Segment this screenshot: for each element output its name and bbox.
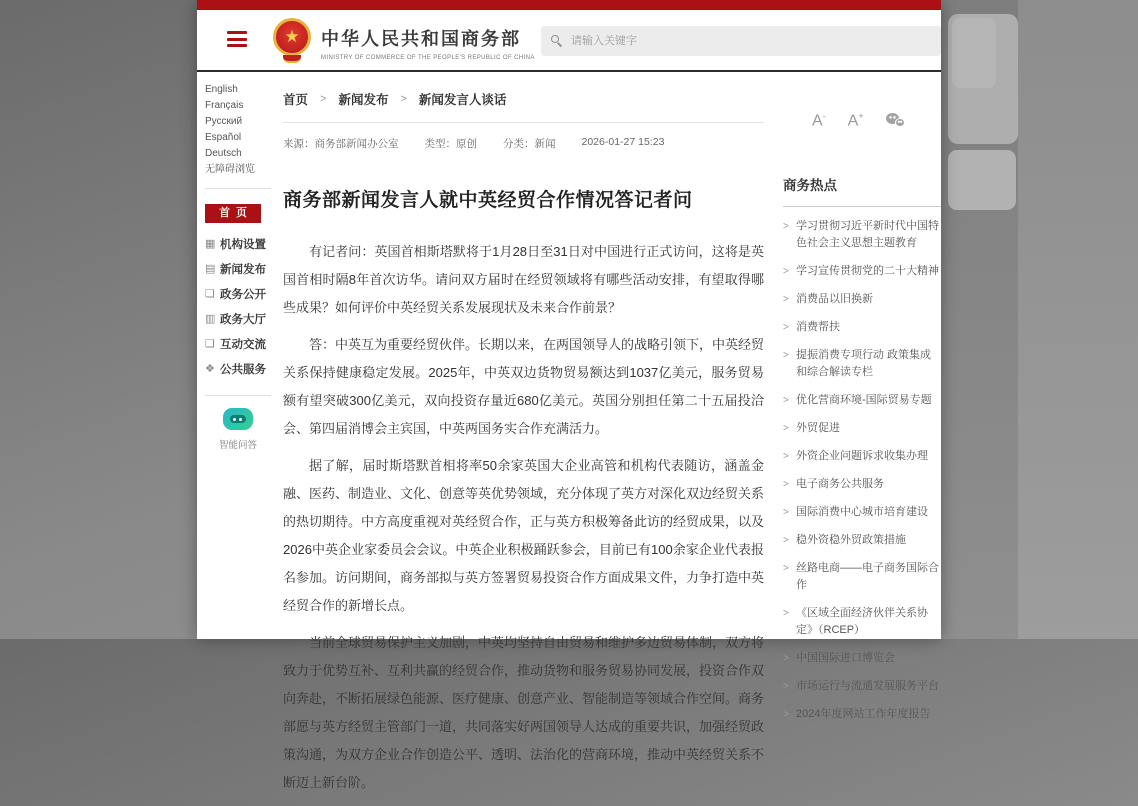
font-increase-button[interactable]: A+: [847, 111, 864, 130]
list-item[interactable]: > 国际消费中心城市培育建设: [783, 504, 941, 521]
list-item[interactable]: > 消费品以旧换新: [783, 291, 941, 308]
chevron-right-icon: >: [783, 395, 789, 406]
meta-source: 来源：商务部新闻办公室: [283, 138, 399, 150]
article-paragraph: 当前全球贸易保护主义加剧，中英均坚持自由贸易和维护多边贸易体制，双方将致力于优势互补、互利共赢的经贸合作，推动货物和服务贸易协同发展，投资合作双向奔赴，不断拓展绿色能源、医疗健康、创意产业、智能制造等领域合作空间。商务部愿与英方经贸主管部门一道，共同落实好两国领导人达成的重要共识，加强经贸政策沟通，为双方企业合作创造公平、透明、法治化的营商环境，推动中英经贸关系不断迈上新台阶。: [283, 635, 765, 790]
list-item[interactable]: > 电子商务公共服务: [783, 476, 941, 493]
wechat-share-icon[interactable]: [886, 113, 908, 129]
chevron-right-icon: >: [783, 266, 789, 277]
background-shape: [952, 18, 996, 88]
breadcrumb-news[interactable]: 新闻发布: [338, 93, 389, 107]
font-decrease-button[interactable]: A-: [812, 111, 826, 130]
sidebar-item-organization[interactable]: ▦ 机构设置: [205, 238, 266, 251]
chevron-right-icon: >: [783, 681, 789, 692]
sidebar-item-interaction[interactable]: ❑ 互动交流: [205, 338, 266, 351]
article-paragraph: 据了解，届时斯塔默首相将率50余家英国大企业高管和机构代表随访，涵盖金融、医药、制造业、文化、创意等英优势领域，充分体现了英方对深化双边经贸关系的热切期待。中方高度重视对英经贸合作，正与英方积极筹备此访的经贸成果，以及2026中英企业家委员会会议。中英企业积极踊跃参会，目前已有100余家企业代表报名参加。访问期间，商务部拟与英方签署贸易投资合作方面成果文件，力争打造中英经贸合作的新增长点。: [283, 458, 765, 613]
list-item[interactable]: > 优化营商环境-国际贸易专题: [783, 392, 941, 409]
chevron-right-icon: >: [783, 653, 789, 664]
emblem-star-icon: ★: [284, 26, 300, 46]
search-icon: [551, 35, 563, 47]
hamburger-menu-icon[interactable]: [227, 31, 247, 47]
background-shape: [948, 150, 1016, 210]
main-content: [283, 82, 764, 806]
chevron-right-icon: >: [783, 322, 789, 333]
chevron-right-icon: >: [783, 479, 789, 490]
page-title: 商务部新闻发言人就中英经贸合作情况答记者问: [283, 190, 693, 211]
sidebar-menu: [205, 231, 279, 381]
chevron-right-icon: >: [783, 535, 789, 546]
chevron-right-icon: >: [783, 423, 789, 434]
list-item[interactable]: > 市场运行与流通发展服务平台: [783, 678, 941, 695]
chevron-right-icon: >: [783, 608, 789, 619]
chevron-right-icon: >: [783, 507, 789, 518]
hot-topics-sidebar: [783, 174, 941, 723]
sidebar-item-public-service[interactable]: ❖ 公共服务: [205, 363, 266, 376]
language-switcher: [205, 82, 279, 178]
list-item[interactable]: > 外贸促进: [783, 420, 941, 437]
article-meta: [283, 136, 764, 151]
hot-topics-list: [783, 218, 941, 723]
chevron-right-icon: >: [783, 350, 789, 361]
emblem-ribbon: [283, 55, 301, 63]
article-paragraph: 有记者问：英国首相斯塔默将于1月28日至31日对中国进行正式访问，这将是英国首相时隔8年首次访华。请问双方届时在经贸领域将有哪些活动安排，有望取得哪些成果？如何评价中英经贸关系发展现状及未来合作前景？: [283, 244, 764, 315]
news-icon: ▤: [205, 263, 216, 275]
accessibility-browse-link[interactable]: 无障碍浏览: [205, 164, 255, 175]
site-title-block: [321, 25, 535, 61]
breadcrumb: [283, 82, 764, 123]
chevron-right-icon: >: [783, 221, 789, 232]
site-header: [197, 10, 941, 72]
breadcrumb-home[interactable]: 首页: [283, 93, 309, 107]
list-item[interactable]: > 中国国际进口博览会: [783, 650, 941, 667]
sidebar-item-home[interactable]: 首页: [205, 204, 261, 223]
hall-icon: ▥: [205, 313, 216, 325]
meta-type: 类型：原创: [424, 138, 477, 150]
document-icon: ❏: [205, 288, 215, 300]
list-item[interactable]: > 2024年度网站工作年度报告: [783, 706, 941, 723]
chat-icon: ❑: [205, 338, 215, 350]
background-shape: [1018, 0, 1138, 639]
site-title: 中华人民共和国商务部: [321, 29, 521, 49]
article-body: [283, 238, 764, 797]
meta-datetime: 2026-01-27 15:23: [581, 136, 665, 148]
sidebar-item-news[interactable]: ▤ 新闻发布: [205, 263, 266, 276]
list-item[interactable]: > 学习贯彻习近平新时代中国特色社会主义思想主题教育: [783, 220, 939, 249]
divider: [205, 188, 271, 189]
chevron-right-icon: >: [400, 93, 407, 105]
national-emblem-logo: [273, 18, 311, 56]
list-item[interactable]: > 《区域全面经济伙伴关系协定》（RCEP）: [783, 607, 928, 636]
chevron-right-icon: >: [783, 451, 789, 462]
lang-russian[interactable]: Русский: [205, 116, 243, 127]
sidebar-item-service-hall[interactable]: ▥ 政务大厅: [205, 313, 266, 326]
article-tools: [812, 112, 908, 129]
chevron-right-icon: >: [783, 294, 789, 305]
list-item[interactable]: > 学习宣传贯彻党的二十大精神: [783, 263, 941, 280]
list-item[interactable]: > 丝路电商——电子商务国际合作: [783, 562, 939, 591]
sidebar-item-gov-disclosure[interactable]: ❏ 政务公开: [205, 288, 266, 301]
lang-francais[interactable]: Français: [205, 100, 244, 111]
hot-topics-title: 商务热点: [783, 174, 941, 207]
chevron-right-icon: >: [783, 709, 789, 720]
org-grid-icon: ▦: [205, 238, 216, 250]
service-icon: ❖: [205, 363, 215, 375]
chatbot-icon[interactable]: [223, 408, 253, 430]
list-item[interactable]: > 外资企业问题诉求收集办理: [783, 448, 941, 465]
breadcrumb-current: 新闻发言人谈话: [418, 93, 507, 107]
smart-qa-widget: [205, 395, 271, 451]
search-bar[interactable]: [541, 26, 941, 56]
left-sidebar: [205, 82, 279, 451]
meta-category: 分类：新闻: [503, 138, 556, 150]
list-item[interactable]: > 消费帮扶: [783, 319, 941, 336]
chevron-right-icon: >: [320, 93, 327, 105]
browser-page: [197, 0, 941, 790]
chevron-right-icon: >: [783, 563, 789, 574]
top-red-bar: [197, 0, 941, 10]
search-input[interactable]: [571, 35, 931, 47]
lang-english[interactable]: English: [205, 84, 238, 95]
article-paragraph: 答：中英互为重要经贸伙伴。长期以来，在两国领导人的战略引领下，中英经贸关系保持健康稳定发展。2025年，中英双边货物贸易额达到1037亿美元，服务贸易额有望突破300亿美元，双向投资存量近680亿美元。英国分别担任第二十五届投洽会、第四届消博会主宾国，中英两国务实合作充满活力。: [283, 337, 765, 436]
lang-espanol[interactable]: Español: [205, 132, 242, 143]
site-subtitle: MINISTRY OF COMMERCE OF THE PEOPLE'S REPUBLIC OF CHINA: [321, 55, 535, 61]
smart-qa-label: 智能问答: [218, 440, 257, 451]
list-item[interactable]: > 稳外资稳外贸政策措施: [783, 532, 941, 549]
lang-deutsch[interactable]: Deutsch: [205, 148, 242, 159]
list-item[interactable]: > 提振消费专项行动 政策集成和综合解读专栏: [783, 349, 932, 378]
